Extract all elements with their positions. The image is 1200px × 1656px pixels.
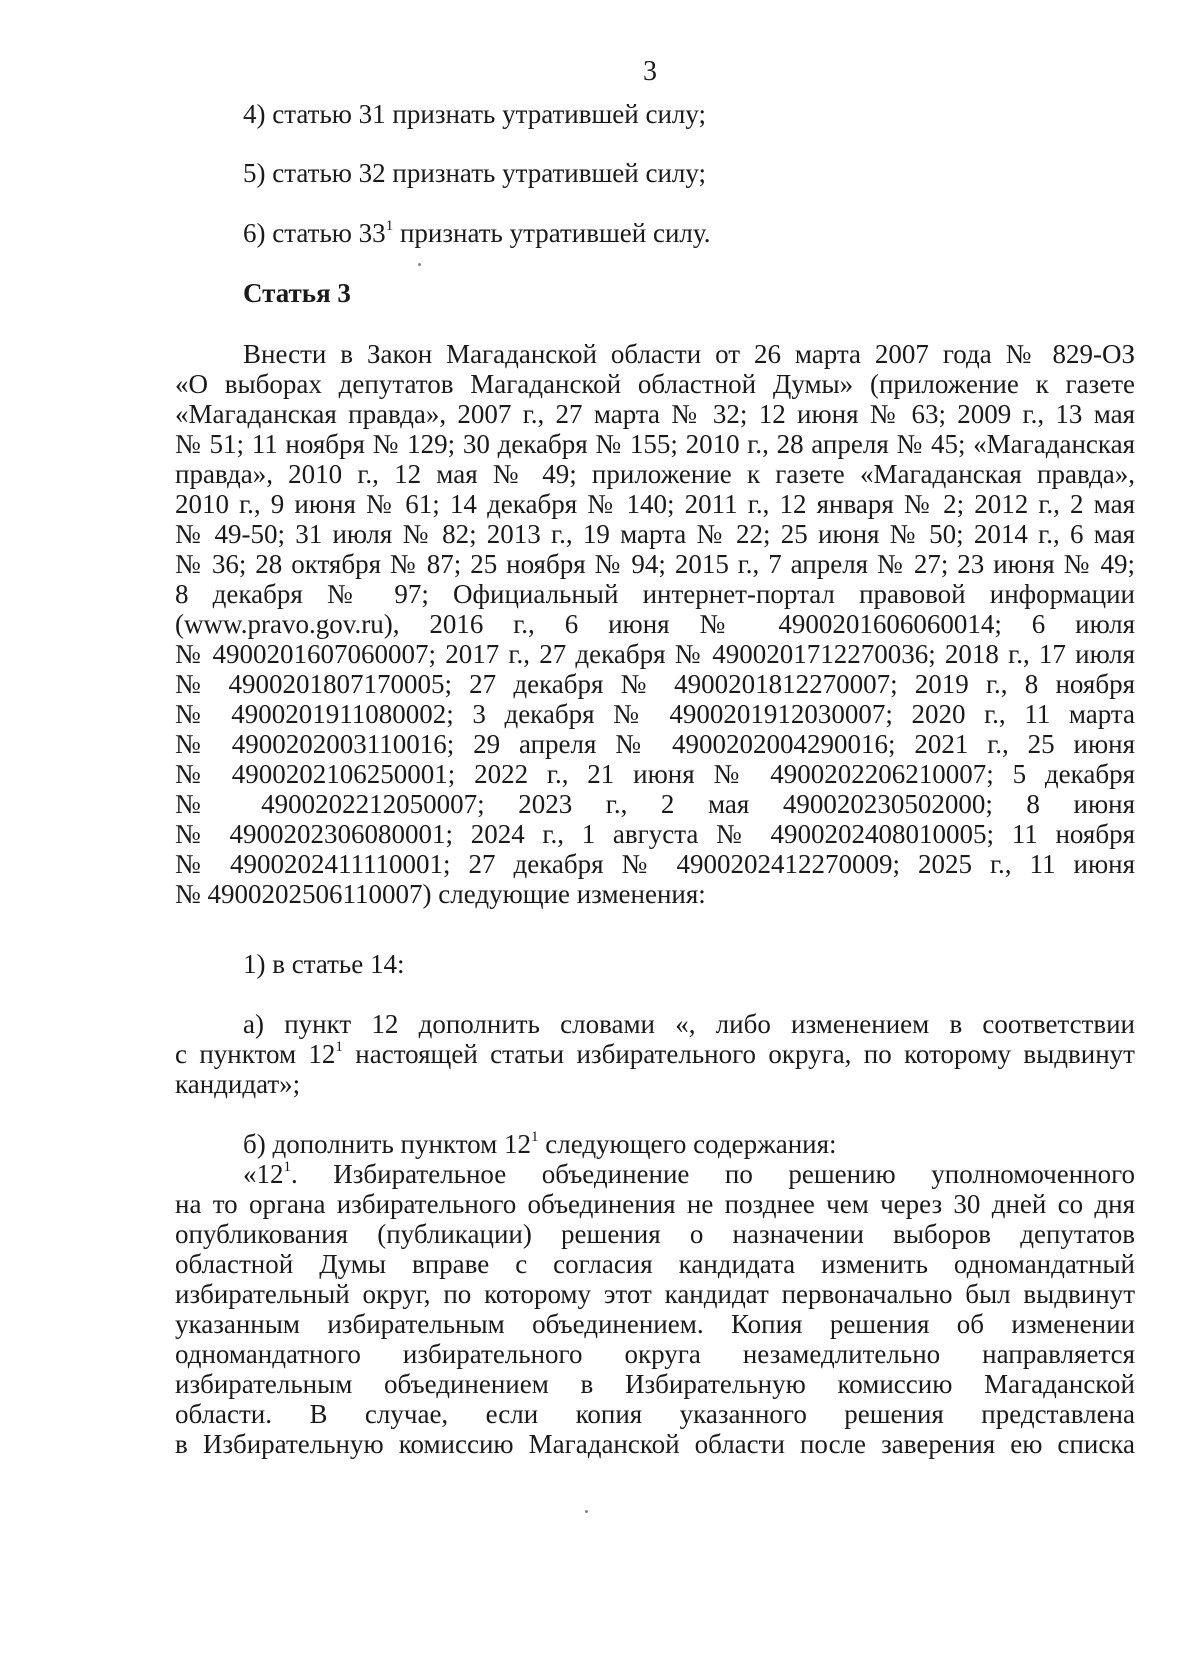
item-a-line: с пунктом $12^1$ настоящей статьи избирательного округа, по которому выдвинут xyxy=(175,1039,1135,1069)
amend-line: № 4900201607060007; 2017 г., 27 декабря № 4900201712270036; 2018 г., 17 июля xyxy=(175,639,1135,669)
quote-line: области. В случае, если копия указанного решения представлена xyxy=(175,1399,1135,1429)
quote-line: избирательным объединением в Избирательную комиссию Магаданской xyxy=(175,1369,1135,1399)
amend-line: № 4900202411110001; 27 декабря № 4900202412270009; 2025 г., 11 июня xyxy=(175,849,1135,879)
scan-speck xyxy=(418,263,421,266)
amend-line: № 36; 28 октября № 87; 25 ноября № 94; 2015 г., 7 апреля № 27; 23 июня № 49; xyxy=(175,549,1135,579)
item-1: 1) в статье 14: xyxy=(243,949,405,979)
item-b: б) дополнить пунктом $12^1$ следующего содержания: xyxy=(243,1129,837,1159)
amend-line: 2010 г., 9 июня № 61; 14 декабря № 140; 2011 г., 12 января № 2; 2012 г., 2 мая xyxy=(175,489,1135,519)
quote-line: областной Думы вправе с согласия кандидата изменить одномандатный xyxy=(175,1249,1135,1279)
list-item-5: 5) статью 32 признать утратившей силу; xyxy=(243,158,707,188)
quote-line: опубликования (публикации) решения о назначении выборов депутатов xyxy=(175,1219,1135,1249)
scan-speck xyxy=(585,1510,588,1513)
page-number: 3 xyxy=(643,56,657,87)
list-item-6: 6) статью $33^1$ признать утратившей силу. xyxy=(243,218,711,248)
amend-line: № 49-50; 31 июля № 82; 2013 г., 19 марта № 22; 25 июня № 50; 2014 г., 6 мая xyxy=(175,519,1135,549)
amend-line: «Магаданская правда», 2007 г., 27 марта № 32; 12 июня № 63; 2009 г., 13 мая xyxy=(175,399,1135,429)
list-item-4: 4) статью 31 признать утратившей силу; xyxy=(243,99,707,129)
amend-line: 8 декабря № 97; Официальный интернет-портал правовой информации xyxy=(175,579,1135,609)
amend-line: № 51; 11 ноября № 129; 30 декабря № 155; 2010 г., 28 апреля № 45; «Магаданская xyxy=(175,429,1135,459)
item-a-line: кандидат»; xyxy=(175,1069,301,1099)
item-a-line: а) пункт 12 дополнить словами «, либо изменением в соответствии xyxy=(243,1009,1135,1039)
quote-line: в Избирательную комиссию Магаданской области после заверения ею списка xyxy=(175,1429,1135,1459)
article-heading: Статья 3 xyxy=(243,278,351,308)
amend-line: № 4900201807170005; 27 декабря № 4900201812270007; 2019 г., 8 ноября xyxy=(175,669,1135,699)
quote-line: на то органа избирательного объединения не позднее чем через 30 дней со дня xyxy=(175,1189,1135,1219)
quote-line: избирательный округ, по которому этот кандидат первоначально был выдвинут xyxy=(175,1279,1135,1309)
amend-line: № 4900202212050007; 2023 г., 2 мая 490020230502000; 8 июня xyxy=(175,789,1135,819)
amend-line: № 4900201911080002; 3 декабря № 4900201912030007; 2020 г., 11 марта xyxy=(175,699,1135,729)
amend-line: № 4900202306080001; 2024 г., 1 августа № 4900202408010005; 11 ноября xyxy=(175,819,1135,849)
amend-line: № 4900202106250001; 2022 г., 21 июня № 4900202206210007; 5 декабря xyxy=(175,759,1135,789)
quote-line: одномандатного избирательного округа незамедлительно направляется xyxy=(175,1339,1135,1369)
amend-line: правда», 2010 г., 12 мая № 49; приложение к газете «Магаданская правда», xyxy=(175,459,1135,489)
amend-line: № 4900202506110007) следующие изменения: xyxy=(175,879,706,909)
amend-line: «О выборах депутатов Магаданской областной Думы» (приложение к газете xyxy=(175,369,1135,399)
amend-line: № 4900202003110016; 29 апреля № 4900202004290016; 2021 г., 25 июня xyxy=(175,729,1135,759)
amend-line: Внести в Закон Магаданской области от 26 марта 2007 года № 829-ОЗ xyxy=(243,339,1135,369)
amend-line: (www.pravo.gov.ru), 2016 г., 6 июня № 4900201606060014; 6 июля xyxy=(175,609,1135,639)
quote-line: «$12^1$. Избирательное объединение по решению уполномоченного xyxy=(243,1159,1135,1189)
quote-line: указанным избирательным объединением. Копия решения об изменении xyxy=(175,1309,1135,1339)
